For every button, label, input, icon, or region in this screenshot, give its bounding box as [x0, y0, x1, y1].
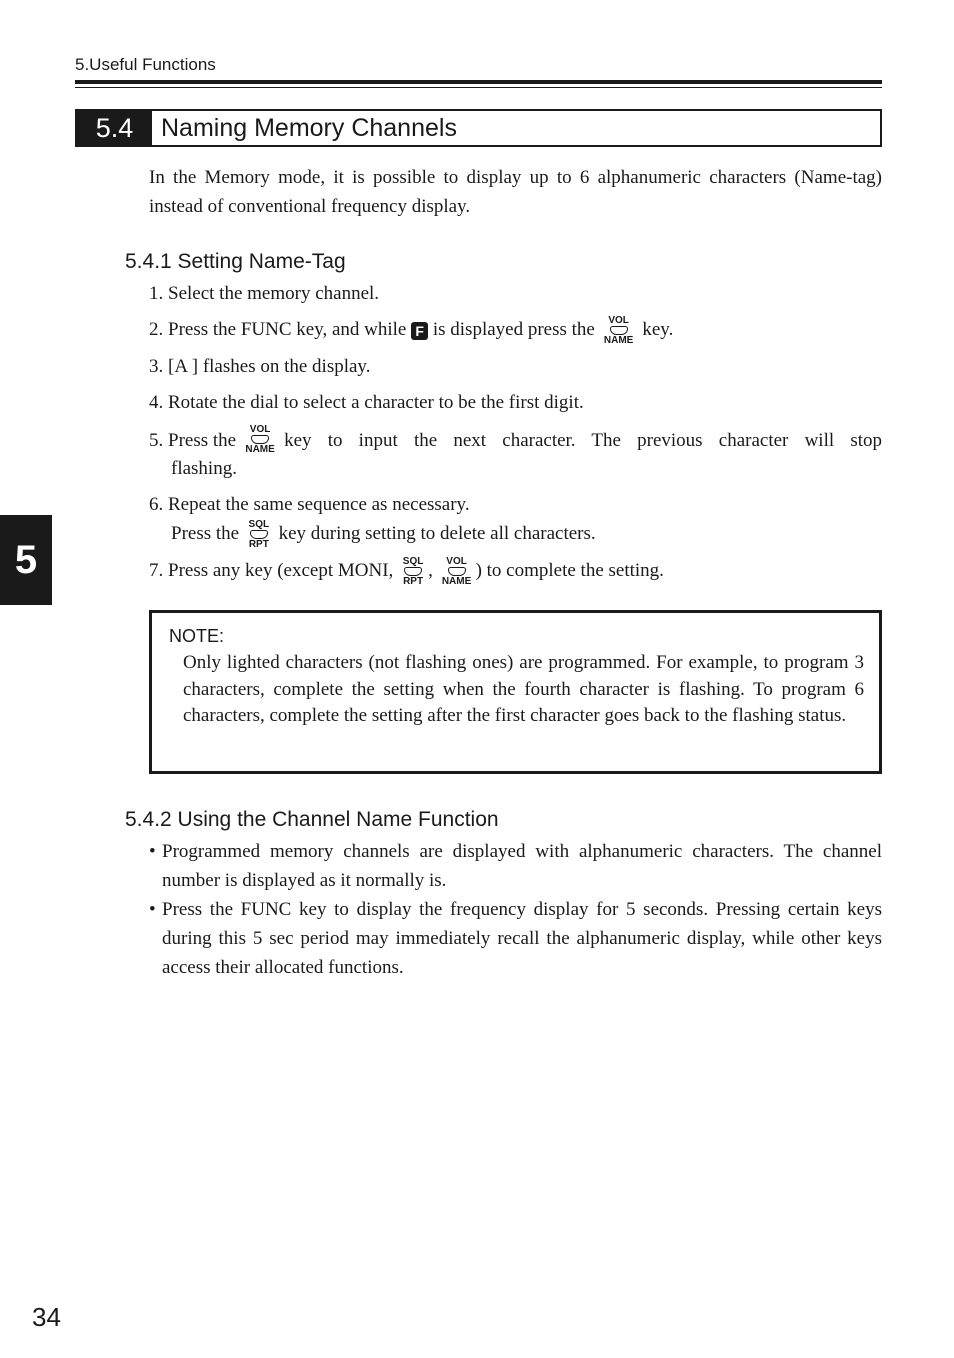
step-7 [149, 556, 664, 587]
vol-label: VOL [249, 424, 271, 435]
step-7-text-c: ) to complete the setting. [475, 560, 664, 581]
step-6-text-c: key during setting to delete all characters. [278, 523, 596, 544]
sql-label: SQL [402, 555, 424, 567]
step-2-text-b: is displayed press the [432, 319, 595, 340]
vol-name-key-icon [440, 557, 474, 587]
vol-name-key-icon [602, 316, 636, 346]
sql-rpt-key-icon [246, 520, 272, 550]
rpt-label: RPT [403, 575, 424, 587]
f-indicator-icon: F [411, 322, 428, 340]
subsection-heading-setting-name-tag: 5.4.1 Setting Name-Tag [125, 250, 346, 273]
vol-label: VOL [608, 314, 629, 326]
step-3: 3. [A ] flashes on the display. [149, 356, 371, 377]
step-4: 4. Rotate the dial to select a character to be the first digit. [149, 392, 584, 413]
sql-rpt-key-icon [400, 557, 426, 587]
subsection-heading-channel-name-function: 5.4.2 Using the Channel Name Function [125, 808, 499, 831]
step-7-text-a: 7. Press any key (except MONI, [149, 560, 394, 581]
chapter-tab: 5 [0, 515, 52, 605]
step-1: 1. Select the memory channel. [149, 283, 380, 304]
step-6: 6. Repeat the same sequence as necessary. [149, 494, 470, 515]
name-label: NAME [245, 444, 275, 455]
vol-name-key-icon [243, 425, 277, 455]
sql-label: SQL [248, 518, 270, 530]
header-rule-thin [75, 87, 882, 88]
section-title: Naming Memory Channels [161, 113, 457, 142]
vol-label: VOL [446, 555, 467, 567]
note-label: NOTE: [169, 626, 225, 646]
step-5-continuation: flashing. [171, 458, 237, 479]
bullet-2-text: Press the FUNC key to display the frequency display for 5 seconds. Pressing certain keys during this 5 sec period may immediately recall the alphanumeric display, while other keys access their allocated functions. [162, 899, 882, 978]
running-header: 5.Useful Functions [75, 55, 216, 74]
note-text: Only lighted characters (not flashing ones) are programmed. For example, to program 3 characters, complete the setting when the fourth character is flashing. To program 6 characters, complete the setting after the first character goes back to the flashing status. [183, 652, 864, 726]
bullet-1-text: Programmed memory channels are displayed with alphanumeric characters. The channel number is displayed as it normally is. [162, 841, 882, 891]
bullet-icon: • [149, 899, 156, 920]
step-6-text-b: Press the [171, 523, 240, 544]
step-5-text-b: key to input the next character. The previous character will stop [284, 429, 882, 451]
bullet-icon: • [149, 841, 156, 862]
list-item [149, 895, 882, 982]
step-2 [149, 315, 673, 346]
name-label: NAME [441, 575, 472, 587]
step-5 [149, 425, 882, 455]
step-7-text-b: , [428, 560, 433, 581]
bullet-list [149, 837, 882, 982]
section-heading [75, 109, 882, 147]
list-item [149, 837, 882, 895]
rpt-label: RPT [248, 538, 269, 550]
page-number: 34 [32, 1302, 61, 1332]
step-6-detail [171, 519, 596, 550]
note-box [149, 610, 882, 774]
section-number: 5.4 [77, 111, 152, 145]
header-rule [75, 80, 882, 84]
step-2-text-a: 2. Press the FUNC key, and while [149, 319, 407, 340]
name-label: NAME [603, 334, 634, 346]
step-2-text-c: key. [642, 319, 674, 340]
intro-paragraph: In the Memory mode, it is possible to display up to 6 alphanumeric characters (Name-tag) instead of conventional frequency display. [149, 167, 882, 217]
step-5-text-a: 5. Press the [149, 429, 237, 451]
